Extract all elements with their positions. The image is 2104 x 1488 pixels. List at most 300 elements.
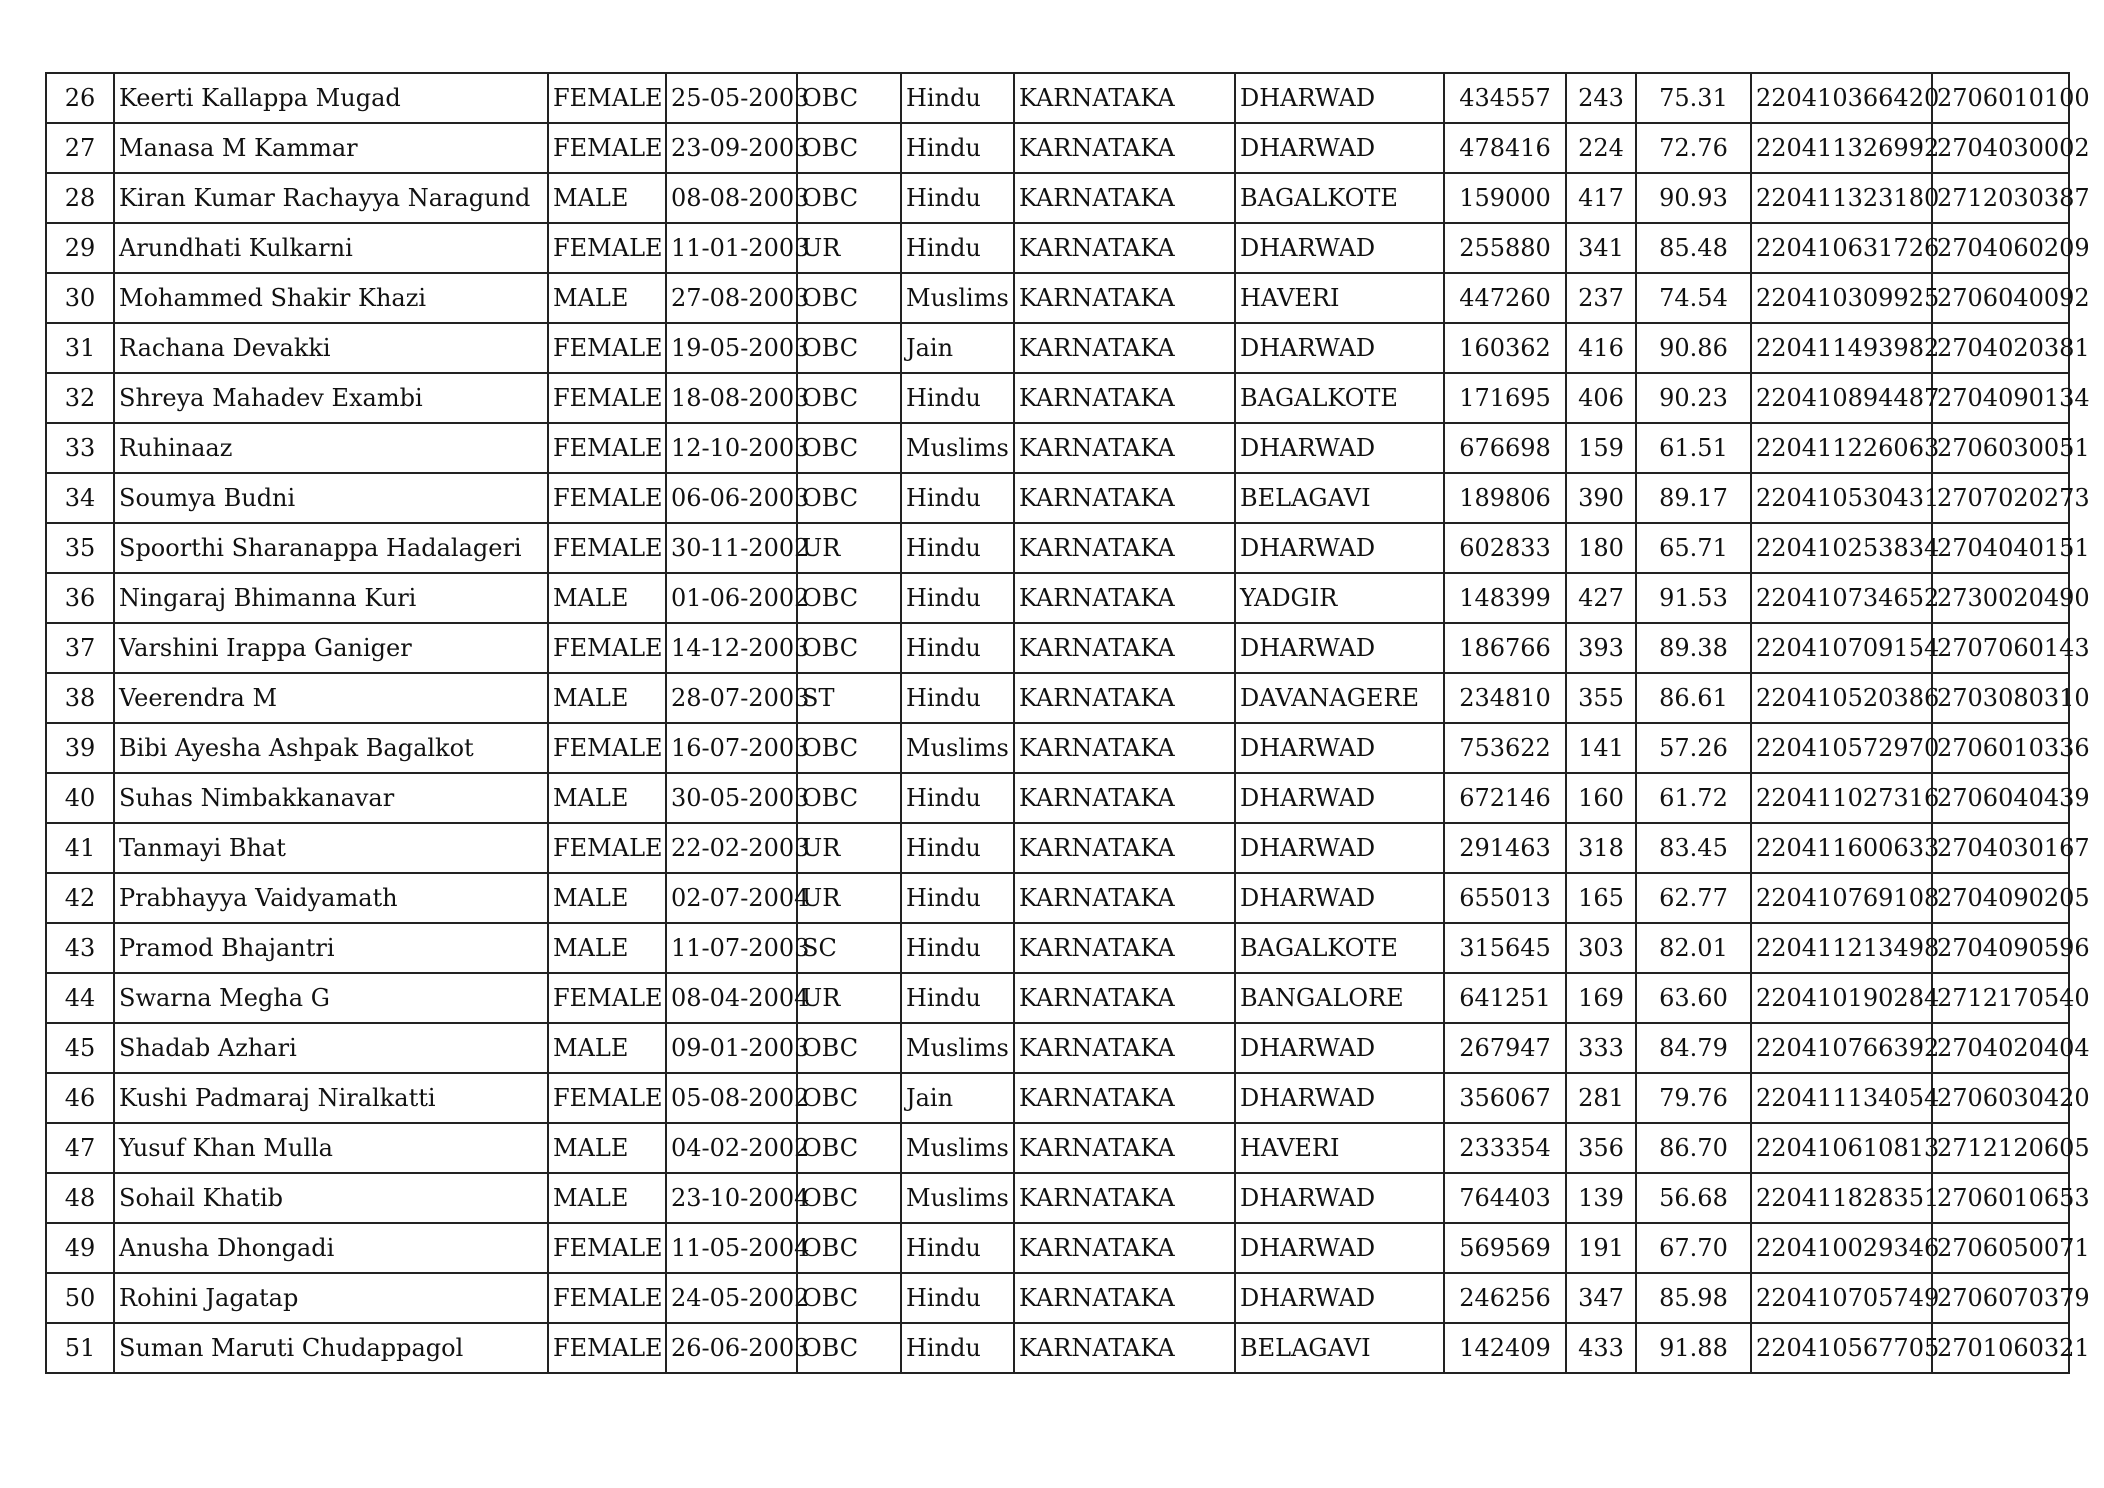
percentage-cell: 90.23 bbox=[1636, 373, 1751, 423]
candidate-list-table bbox=[45, 72, 2090, 1374]
category-cell: OBC bbox=[797, 1323, 901, 1373]
rank-cell: 255880 bbox=[1444, 223, 1566, 273]
candidate-name-cell: Arundhati Kulkarni bbox=[114, 223, 548, 273]
college-code-cell: 2712120605 bbox=[1932, 1123, 2069, 1173]
candidate-name-cell: Mohammed Shakir Khazi bbox=[114, 273, 548, 323]
category-cell: OBC bbox=[797, 73, 901, 123]
score-cell: 139 bbox=[1566, 1173, 1636, 1223]
percentage-cell: 86.61 bbox=[1636, 673, 1751, 723]
district-cell: BELAGAVI bbox=[1235, 473, 1444, 523]
serial-number-cell: 41 bbox=[46, 823, 114, 873]
rank-cell: 764403 bbox=[1444, 1173, 1566, 1223]
district-cell: DHARWAD bbox=[1235, 323, 1444, 373]
table-row bbox=[46, 1173, 2069, 1223]
date-of-birth-cell: 08-08-2003 bbox=[666, 173, 797, 223]
score-cell: 159 bbox=[1566, 423, 1636, 473]
college-code-cell: 2704090596 bbox=[1932, 923, 2069, 973]
category-cell: OBC bbox=[797, 1123, 901, 1173]
candidate-name-cell: Anusha Dhongadi bbox=[114, 1223, 548, 1273]
score-cell: 427 bbox=[1566, 573, 1636, 623]
application-number-cell: 220410705749 bbox=[1751, 1273, 1932, 1323]
college-code-cell: 2706040439 bbox=[1932, 773, 2069, 823]
candidate-name-cell: Rachana Devakki bbox=[114, 323, 548, 373]
district-cell: DHARWAD bbox=[1235, 823, 1444, 873]
gender-cell: MALE bbox=[548, 1123, 666, 1173]
serial-number-cell: 38 bbox=[46, 673, 114, 723]
gender-cell: MALE bbox=[548, 273, 666, 323]
serial-number-cell: 51 bbox=[46, 1323, 114, 1373]
state-cell: KARNATAKA bbox=[1014, 373, 1235, 423]
religion-cell: Hindu bbox=[901, 823, 1014, 873]
rank-cell: 291463 bbox=[1444, 823, 1566, 873]
serial-number-cell: 43 bbox=[46, 923, 114, 973]
district-cell: BANGALORE bbox=[1235, 973, 1444, 1023]
candidate-name-cell: Ruhinaaz bbox=[114, 423, 548, 473]
percentage-cell: 75.31 bbox=[1636, 73, 1751, 123]
state-cell: KARNATAKA bbox=[1014, 123, 1235, 173]
score-cell: 169 bbox=[1566, 973, 1636, 1023]
score-cell: 393 bbox=[1566, 623, 1636, 673]
serial-number-cell: 28 bbox=[46, 173, 114, 223]
rank-cell: 655013 bbox=[1444, 873, 1566, 923]
district-cell: DAVANAGERE bbox=[1235, 673, 1444, 723]
candidate-name-cell: Spoorthi Sharanappa Hadalageri bbox=[114, 523, 548, 573]
state-cell: KARNATAKA bbox=[1014, 173, 1235, 223]
percentage-cell: 89.17 bbox=[1636, 473, 1751, 523]
date-of-birth-cell: 24-05-2002 bbox=[666, 1273, 797, 1323]
state-cell: KARNATAKA bbox=[1014, 473, 1235, 523]
rank-cell: 434557 bbox=[1444, 73, 1566, 123]
score-cell: 243 bbox=[1566, 73, 1636, 123]
college-code-cell: 2706050071 bbox=[1932, 1223, 2069, 1273]
candidate-name-cell: Soumya Budni bbox=[114, 473, 548, 523]
percentage-cell: 89.38 bbox=[1636, 623, 1751, 673]
college-code-cell: 2706010100 bbox=[1932, 73, 2069, 123]
gender-cell: FEMALE bbox=[548, 523, 666, 573]
district-cell: DHARWAD bbox=[1235, 1223, 1444, 1273]
district-cell: DHARWAD bbox=[1235, 1173, 1444, 1223]
category-cell: OBC bbox=[797, 423, 901, 473]
score-cell: 160 bbox=[1566, 773, 1636, 823]
rank-cell: 356067 bbox=[1444, 1073, 1566, 1123]
date-of-birth-cell: 25-05-2003 bbox=[666, 73, 797, 123]
gender-cell: MALE bbox=[548, 873, 666, 923]
table-row bbox=[46, 873, 2069, 923]
score-cell: 433 bbox=[1566, 1323, 1636, 1373]
state-cell: KARNATAKA bbox=[1014, 773, 1235, 823]
score-cell: 191 bbox=[1566, 1223, 1636, 1273]
date-of-birth-cell: 02-07-2004 bbox=[666, 873, 797, 923]
candidate-name-cell: Yusuf Khan Mulla bbox=[114, 1123, 548, 1173]
application-number-cell: 220410766392 bbox=[1751, 1023, 1932, 1073]
category-cell: UR bbox=[797, 973, 901, 1023]
date-of-birth-cell: 11-05-2004 bbox=[666, 1223, 797, 1273]
percentage-cell: 74.54 bbox=[1636, 273, 1751, 323]
college-code-cell: 2706010653 bbox=[1932, 1173, 2069, 1223]
date-of-birth-cell: 26-06-2003 bbox=[666, 1323, 797, 1373]
category-cell: SC bbox=[797, 923, 901, 973]
application-number-cell: 220410631726 bbox=[1751, 223, 1932, 273]
religion-cell: Hindu bbox=[901, 973, 1014, 1023]
serial-number-cell: 27 bbox=[46, 123, 114, 173]
rank-cell: 676698 bbox=[1444, 423, 1566, 473]
gender-cell: FEMALE bbox=[548, 1273, 666, 1323]
table-row bbox=[46, 573, 2069, 623]
candidate-name-cell: Shadab Azhari bbox=[114, 1023, 548, 1073]
date-of-birth-cell: 12-10-2003 bbox=[666, 423, 797, 473]
date-of-birth-cell: 30-05-2003 bbox=[666, 773, 797, 823]
date-of-birth-cell: 11-01-2003 bbox=[666, 223, 797, 273]
table-row bbox=[46, 623, 2069, 673]
rank-cell: 246256 bbox=[1444, 1273, 1566, 1323]
district-cell: DHARWAD bbox=[1235, 723, 1444, 773]
table-row bbox=[46, 1273, 2069, 1323]
state-cell: KARNATAKA bbox=[1014, 73, 1235, 123]
college-code-cell: 2704090134 bbox=[1932, 373, 2069, 423]
religion-cell: Hindu bbox=[901, 573, 1014, 623]
table-body bbox=[46, 73, 2090, 1373]
candidate-name-cell: Kushi Padmaraj Niralkatti bbox=[114, 1073, 548, 1123]
gender-cell: FEMALE bbox=[548, 1323, 666, 1373]
table-row bbox=[46, 273, 2069, 323]
serial-number-cell: 30 bbox=[46, 273, 114, 323]
college-code-cell: 2706040092 bbox=[1932, 273, 2069, 323]
serial-number-cell: 32 bbox=[46, 373, 114, 423]
state-cell: KARNATAKA bbox=[1014, 323, 1235, 373]
candidate-name-cell: Manasa M Kammar bbox=[114, 123, 548, 173]
college-code-cell: 2704020404 bbox=[1932, 1023, 2069, 1073]
religion-cell: Hindu bbox=[901, 123, 1014, 173]
gender-cell: MALE bbox=[548, 773, 666, 823]
table-row bbox=[46, 323, 2069, 373]
college-code-cell: 2704030167 bbox=[1932, 823, 2069, 873]
category-cell: OBC bbox=[797, 1173, 901, 1223]
score-cell: 224 bbox=[1566, 123, 1636, 173]
college-code-cell: 2712170540 bbox=[1932, 973, 2069, 1023]
religion-cell: Muslims bbox=[901, 273, 1014, 323]
category-cell: OBC bbox=[797, 273, 901, 323]
percentage-cell: 91.88 bbox=[1636, 1323, 1751, 1373]
state-cell: KARNATAKA bbox=[1014, 823, 1235, 873]
application-number-cell: 220410572970 bbox=[1751, 723, 1932, 773]
district-cell: BAGALKOTE bbox=[1235, 173, 1444, 223]
gender-cell: FEMALE bbox=[548, 473, 666, 523]
serial-number-cell: 50 bbox=[46, 1273, 114, 1323]
score-cell: 165 bbox=[1566, 873, 1636, 923]
category-cell: ST bbox=[797, 673, 901, 723]
date-of-birth-cell: 18-08-2003 bbox=[666, 373, 797, 423]
score-cell: 356 bbox=[1566, 1123, 1636, 1173]
application-number-cell: 220410253834 bbox=[1751, 523, 1932, 573]
candidate-name-cell: Bibi Ayesha Ashpak Bagalkot bbox=[114, 723, 548, 773]
rank-cell: 569569 bbox=[1444, 1223, 1566, 1273]
category-cell: OBC bbox=[797, 773, 901, 823]
state-cell: KARNATAKA bbox=[1014, 573, 1235, 623]
candidate-name-cell: Veerendra M bbox=[114, 673, 548, 723]
application-number-cell: 220410530431 bbox=[1751, 473, 1932, 523]
candidate-name-cell: Keerti Kallappa Mugad bbox=[114, 73, 548, 123]
table-row bbox=[46, 73, 2069, 123]
rank-cell: 171695 bbox=[1444, 373, 1566, 423]
gender-cell: MALE bbox=[548, 1173, 666, 1223]
religion-cell: Hindu bbox=[901, 1223, 1014, 1273]
percentage-cell: 72.76 bbox=[1636, 123, 1751, 173]
religion-cell: Jain bbox=[901, 1073, 1014, 1123]
gender-cell: FEMALE bbox=[548, 123, 666, 173]
district-cell: DHARWAD bbox=[1235, 1273, 1444, 1323]
application-number-cell: 220411213498 bbox=[1751, 923, 1932, 973]
college-code-cell: 2704090205 bbox=[1932, 873, 2069, 923]
table-row bbox=[46, 923, 2069, 973]
category-cell: OBC bbox=[797, 623, 901, 673]
candidate-name-cell: Rohini Jagatap bbox=[114, 1273, 548, 1323]
table-row bbox=[46, 223, 2069, 273]
serial-number-cell: 48 bbox=[46, 1173, 114, 1223]
district-cell: HAVERI bbox=[1235, 1123, 1444, 1173]
table-row bbox=[46, 723, 2069, 773]
gender-cell: MALE bbox=[548, 1023, 666, 1073]
state-cell: KARNATAKA bbox=[1014, 1073, 1235, 1123]
district-cell: DHARWAD bbox=[1235, 123, 1444, 173]
table-row bbox=[46, 173, 2069, 223]
application-number-cell: 220410769108 bbox=[1751, 873, 1932, 923]
college-code-cell: 2706030420 bbox=[1932, 1073, 2069, 1123]
serial-number-cell: 42 bbox=[46, 873, 114, 923]
gender-cell: FEMALE bbox=[548, 373, 666, 423]
religion-cell: Hindu bbox=[901, 1273, 1014, 1323]
religion-cell: Hindu bbox=[901, 773, 1014, 823]
religion-cell: Hindu bbox=[901, 523, 1014, 573]
serial-number-cell: 39 bbox=[46, 723, 114, 773]
state-cell: KARNATAKA bbox=[1014, 223, 1235, 273]
district-cell: DHARWAD bbox=[1235, 623, 1444, 673]
category-cell: UR bbox=[797, 523, 901, 573]
rank-cell: 142409 bbox=[1444, 1323, 1566, 1373]
religion-cell: Muslims bbox=[901, 423, 1014, 473]
state-cell: KARNATAKA bbox=[1014, 723, 1235, 773]
percentage-cell: 56.68 bbox=[1636, 1173, 1751, 1223]
gender-cell: FEMALE bbox=[548, 1223, 666, 1273]
candidate-name-cell: Swarna Megha G bbox=[114, 973, 548, 1023]
percentage-cell: 63.60 bbox=[1636, 973, 1751, 1023]
score-cell: 281 bbox=[1566, 1073, 1636, 1123]
serial-number-cell: 47 bbox=[46, 1123, 114, 1173]
candidate-name-cell: Suhas Nimbakkanavar bbox=[114, 773, 548, 823]
religion-cell: Hindu bbox=[901, 373, 1014, 423]
rank-cell: 267947 bbox=[1444, 1023, 1566, 1073]
table-row bbox=[46, 1323, 2069, 1373]
rank-cell: 672146 bbox=[1444, 773, 1566, 823]
serial-number-cell: 33 bbox=[46, 423, 114, 473]
score-cell: 180 bbox=[1566, 523, 1636, 573]
application-number-cell: 220410709154 bbox=[1751, 623, 1932, 673]
application-number-cell: 220411027316 bbox=[1751, 773, 1932, 823]
application-number-cell: 220411323180 bbox=[1751, 173, 1932, 223]
table-row bbox=[46, 523, 2069, 573]
category-cell: UR bbox=[797, 223, 901, 273]
category-cell: OBC bbox=[797, 1023, 901, 1073]
application-number-cell: 220411226063 bbox=[1751, 423, 1932, 473]
state-cell: KARNATAKA bbox=[1014, 923, 1235, 973]
state-cell: KARNATAKA bbox=[1014, 273, 1235, 323]
religion-cell: Hindu bbox=[901, 223, 1014, 273]
category-cell: OBC bbox=[797, 473, 901, 523]
application-number-cell: 220411828351 bbox=[1751, 1173, 1932, 1223]
score-cell: 318 bbox=[1566, 823, 1636, 873]
rank-cell: 753622 bbox=[1444, 723, 1566, 773]
table-row bbox=[46, 373, 2069, 423]
table-row bbox=[46, 1123, 2069, 1173]
date-of-birth-cell: 11-07-2003 bbox=[666, 923, 797, 973]
gender-cell: MALE bbox=[548, 923, 666, 973]
score-cell: 406 bbox=[1566, 373, 1636, 423]
table-row bbox=[46, 1223, 2069, 1273]
application-number-cell: 220410366420 bbox=[1751, 73, 1932, 123]
percentage-cell: 90.93 bbox=[1636, 173, 1751, 223]
state-cell: KARNATAKA bbox=[1014, 523, 1235, 573]
college-code-cell: 2701060321 bbox=[1932, 1323, 2069, 1373]
percentage-cell: 61.72 bbox=[1636, 773, 1751, 823]
gender-cell: FEMALE bbox=[548, 723, 666, 773]
application-number-cell: 220410309925 bbox=[1751, 273, 1932, 323]
college-code-cell: 2707060143 bbox=[1932, 623, 2069, 673]
date-of-birth-cell: 05-08-2002 bbox=[666, 1073, 797, 1123]
state-cell: KARNATAKA bbox=[1014, 973, 1235, 1023]
religion-cell: Hindu bbox=[901, 173, 1014, 223]
serial-number-cell: 46 bbox=[46, 1073, 114, 1123]
gender-cell: FEMALE bbox=[548, 973, 666, 1023]
category-cell: OBC bbox=[797, 1073, 901, 1123]
state-cell: KARNATAKA bbox=[1014, 873, 1235, 923]
college-code-cell: 2704060209 bbox=[1932, 223, 2069, 273]
district-cell: DHARWAD bbox=[1235, 73, 1444, 123]
date-of-birth-cell: 27-08-2003 bbox=[666, 273, 797, 323]
application-number-cell: 220410190284 bbox=[1751, 973, 1932, 1023]
date-of-birth-cell: 30-11-2002 bbox=[666, 523, 797, 573]
district-cell: BAGALKOTE bbox=[1235, 923, 1444, 973]
candidate-name-cell: Tanmayi Bhat bbox=[114, 823, 548, 873]
application-number-cell: 220410610813 bbox=[1751, 1123, 1932, 1173]
candidate-name-cell: Pramod Bhajantri bbox=[114, 923, 548, 973]
candidate-name-cell: Ningaraj Bhimanna Kuri bbox=[114, 573, 548, 623]
table-row bbox=[46, 473, 2069, 523]
application-number-cell: 220411493982 bbox=[1751, 323, 1932, 373]
district-cell: DHARWAD bbox=[1235, 873, 1444, 923]
rank-cell: 186766 bbox=[1444, 623, 1566, 673]
rank-cell: 159000 bbox=[1444, 173, 1566, 223]
category-cell: OBC bbox=[797, 723, 901, 773]
state-cell: KARNATAKA bbox=[1014, 1223, 1235, 1273]
score-cell: 341 bbox=[1566, 223, 1636, 273]
rank-cell: 478416 bbox=[1444, 123, 1566, 173]
state-cell: KARNATAKA bbox=[1014, 1023, 1235, 1073]
district-cell: DHARWAD bbox=[1235, 523, 1444, 573]
gender-cell: MALE bbox=[548, 673, 666, 723]
table-row bbox=[46, 973, 2069, 1023]
rank-cell: 234810 bbox=[1444, 673, 1566, 723]
district-cell: HAVERI bbox=[1235, 273, 1444, 323]
serial-number-cell: 37 bbox=[46, 623, 114, 673]
religion-cell: Hindu bbox=[901, 623, 1014, 673]
state-cell: KARNATAKA bbox=[1014, 1323, 1235, 1373]
state-cell: KARNATAKA bbox=[1014, 673, 1235, 723]
gender-cell: MALE bbox=[548, 573, 666, 623]
date-of-birth-cell: 23-10-2004 bbox=[666, 1173, 797, 1223]
percentage-cell: 84.79 bbox=[1636, 1023, 1751, 1073]
college-code-cell: 2706010336 bbox=[1932, 723, 2069, 773]
state-cell: KARNATAKA bbox=[1014, 623, 1235, 673]
date-of-birth-cell: 08-04-2004 bbox=[666, 973, 797, 1023]
college-code-cell: 2706030051 bbox=[1932, 423, 2069, 473]
college-code-cell: 2730020490 bbox=[1932, 573, 2069, 623]
percentage-cell: 57.26 bbox=[1636, 723, 1751, 773]
application-number-cell: 220410520386 bbox=[1751, 673, 1932, 723]
district-cell: DHARWAD bbox=[1235, 1023, 1444, 1073]
application-number-cell: 220410734652 bbox=[1751, 573, 1932, 623]
category-cell: OBC bbox=[797, 1223, 901, 1273]
college-code-cell: 2704020381 bbox=[1932, 323, 2069, 373]
percentage-cell: 65.71 bbox=[1636, 523, 1751, 573]
gender-cell: FEMALE bbox=[548, 73, 666, 123]
serial-number-cell: 36 bbox=[46, 573, 114, 623]
religion-cell: Muslims bbox=[901, 1023, 1014, 1073]
table-row bbox=[46, 773, 2069, 823]
college-code-cell: 2706070379 bbox=[1932, 1273, 2069, 1323]
candidate-name-cell: Sohail Khatib bbox=[114, 1173, 548, 1223]
college-code-cell: 2704040151 bbox=[1932, 523, 2069, 573]
rank-cell: 160362 bbox=[1444, 323, 1566, 373]
college-code-cell: 2707020273 bbox=[1932, 473, 2069, 523]
religion-cell: Jain bbox=[901, 323, 1014, 373]
category-cell: OBC bbox=[797, 123, 901, 173]
date-of-birth-cell: 06-06-2003 bbox=[666, 473, 797, 523]
table-row bbox=[46, 673, 2069, 723]
percentage-cell: 67.70 bbox=[1636, 1223, 1751, 1273]
rank-cell: 447260 bbox=[1444, 273, 1566, 323]
rank-cell: 315645 bbox=[1444, 923, 1566, 973]
percentage-cell: 83.45 bbox=[1636, 823, 1751, 873]
district-cell: DHARWAD bbox=[1235, 1073, 1444, 1123]
category-cell: UR bbox=[797, 823, 901, 873]
gender-cell: MALE bbox=[548, 173, 666, 223]
religion-cell: Hindu bbox=[901, 673, 1014, 723]
application-number-cell: 220410029346 bbox=[1751, 1223, 1932, 1273]
date-of-birth-cell: 23-09-2003 bbox=[666, 123, 797, 173]
category-cell: OBC bbox=[797, 173, 901, 223]
score-cell: 333 bbox=[1566, 1023, 1636, 1073]
percentage-cell: 90.86 bbox=[1636, 323, 1751, 373]
score-cell: 141 bbox=[1566, 723, 1636, 773]
score-cell: 417 bbox=[1566, 173, 1636, 223]
score-cell: 355 bbox=[1566, 673, 1636, 723]
candidate-name-cell: Varshini Irappa Ganiger bbox=[114, 623, 548, 673]
score-cell: 390 bbox=[1566, 473, 1636, 523]
table-row bbox=[46, 123, 2069, 173]
rank-cell: 233354 bbox=[1444, 1123, 1566, 1173]
category-cell: UR bbox=[797, 873, 901, 923]
score-cell: 237 bbox=[1566, 273, 1636, 323]
religion-cell: Hindu bbox=[901, 873, 1014, 923]
category-cell: OBC bbox=[797, 373, 901, 423]
serial-number-cell: 35 bbox=[46, 523, 114, 573]
district-cell: YADGIR bbox=[1235, 573, 1444, 623]
serial-number-cell: 45 bbox=[46, 1023, 114, 1073]
application-number-cell: 220411134054 bbox=[1751, 1073, 1932, 1123]
percentage-cell: 61.51 bbox=[1636, 423, 1751, 473]
religion-cell: Hindu bbox=[901, 473, 1014, 523]
application-number-cell: 220411326992 bbox=[1751, 123, 1932, 173]
category-cell: OBC bbox=[797, 323, 901, 373]
